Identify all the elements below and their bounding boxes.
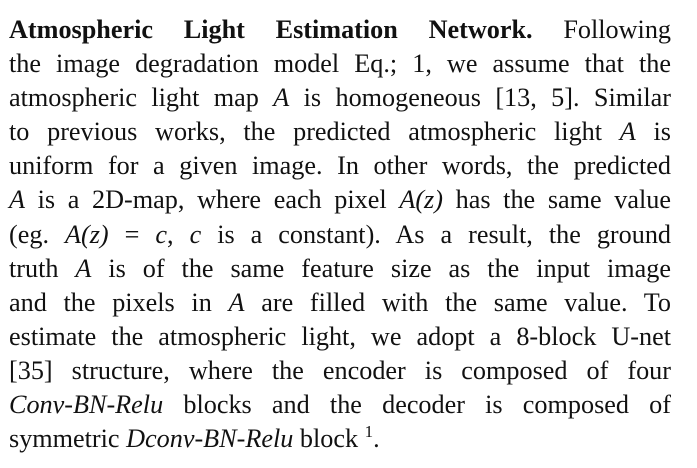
- footnote-marker[interactable]: 1: [364, 422, 374, 442]
- text-run: atmospheric light map: [9, 83, 259, 113]
- math-expression: A(z): [65, 219, 109, 249]
- text-run: ,: [167, 219, 174, 249]
- text-run: is homogeneous [13, 5]. Similar: [303, 83, 672, 113]
- paragraph-heading: Atmospheric Light Estimation Network.: [9, 15, 533, 44]
- text-run: uniform for a given image. In other words, the predicted: [9, 151, 671, 181]
- text-run: =: [124, 219, 140, 249]
- text-line-7: [9, 218, 671, 252]
- math-symbol: A: [9, 185, 25, 215]
- text-line-8: [9, 252, 671, 286]
- text-run: is a 2D-map, where each pixel: [37, 185, 387, 215]
- text-run: is a constant). As a result, the ground: [217, 219, 672, 249]
- text-run: symmetric: [9, 424, 120, 454]
- text-line-10: [9, 320, 671, 354]
- math-symbol: A: [75, 253, 92, 283]
- text-run: .: [373, 424, 380, 454]
- math-expression: A(z): [399, 185, 443, 215]
- text-line-6: [9, 183, 671, 217]
- text-line-13: [9, 422, 671, 456]
- text-line-12: [9, 388, 671, 422]
- text-line-5: [9, 149, 671, 183]
- text-line-1: [9, 13, 671, 47]
- text-run: the image degradation model Eq.; 1, we assume that the: [9, 49, 671, 79]
- math-symbol: A: [619, 117, 636, 147]
- text-run: block: [299, 424, 359, 454]
- text-run: [35] structure, where the encoder is composed of four: [9, 355, 671, 385]
- math-symbol: A: [273, 83, 290, 113]
- text-run: is: [653, 117, 671, 147]
- text-run: Following: [563, 15, 672, 44]
- text-run: (eg.: [9, 219, 49, 249]
- text-line-4: [9, 115, 671, 149]
- text-run: are filled with the same value. To: [261, 287, 672, 317]
- math-symbol: A: [228, 287, 245, 317]
- text-run: blocks and the decoder is composed of: [183, 390, 671, 420]
- text-run: has the same value: [455, 185, 672, 215]
- text-run: truth: [9, 253, 59, 283]
- italic-term: Dconv-BN-Relu: [126, 424, 294, 454]
- text-line-11: [9, 354, 671, 388]
- italic-term: Conv-BN-Relu: [9, 390, 164, 420]
- text-line-9: [9, 286, 671, 320]
- text-line-3: [9, 81, 671, 115]
- math-symbol: c: [189, 219, 202, 249]
- paper-paragraph: [9, 13, 671, 456]
- text-run: and the pixels in: [9, 287, 212, 317]
- text-line-2: [9, 47, 671, 81]
- text-run: is of the same feature size as the input image: [108, 253, 672, 283]
- text-run: estimate the atmospheric light, we adopt a 8-block U-net: [9, 321, 671, 351]
- text-run: to previous works, the predicted atmospheric light: [9, 117, 603, 147]
- math-symbol: c: [155, 219, 168, 249]
